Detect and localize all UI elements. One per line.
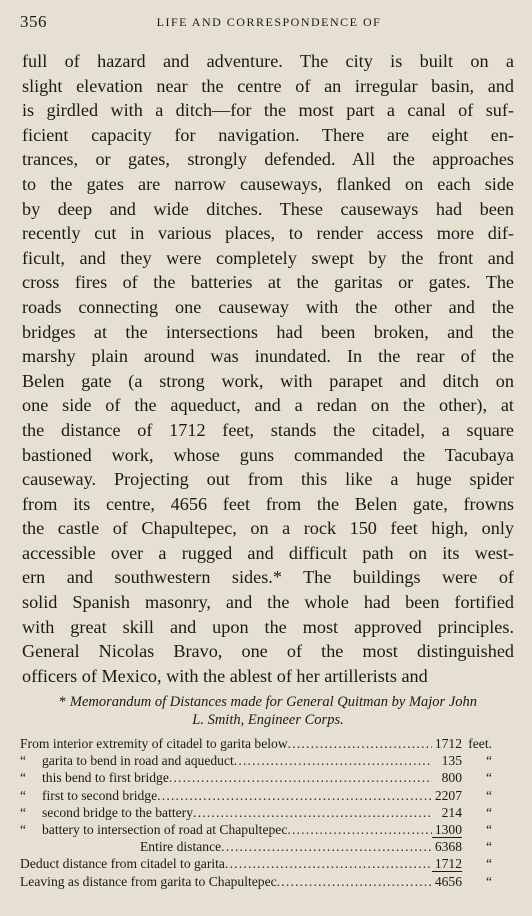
page-number: 356	[20, 12, 47, 31]
distance-description: From interior extremity of citadel to garita below	[20, 736, 288, 751]
distance-value: 4656	[434, 873, 462, 889]
distance-description: second bridge to the battery	[42, 804, 193, 820]
body-line: full of hazard and adventure. The city is built on a	[22, 51, 514, 71]
footnote-title-line1: Memorandum of Distances made for General Quitman by Major John	[69, 694, 478, 710]
body-line: Belen gate (a strong work, with parapet and ditch on	[22, 370, 514, 391]
body-line: from its centre, 4656 feet from the Belen gate, frowns	[22, 493, 514, 514]
distance-value: 800	[441, 770, 462, 786]
distance-value: 214	[441, 804, 462, 820]
distance-value: 135	[441, 753, 462, 769]
body-line: cross fires of the batteries at the garitas or gates. The	[22, 272, 514, 293]
body-line: the distance of 1712 feet, stands the citadel, a square	[22, 419, 514, 440]
distance-unit: “	[485, 753, 492, 769]
ditto-mark: “	[20, 787, 27, 803]
body-line: one side of the aqueduct, and a redan on the other), at	[22, 395, 514, 416]
body-line: ern and southwestern sides.* The buildings were of	[22, 567, 514, 588]
distance-table	[20, 735, 492, 890]
distance-row	[20, 752, 492, 769]
body-line: bridges at the intersections had been broken, and the	[22, 321, 514, 342]
ditto-mark: “	[20, 753, 27, 769]
distance-value: 2207	[434, 787, 462, 803]
body-line: roads connecting one causeway with the other and the	[22, 296, 514, 317]
distance-row	[20, 821, 492, 838]
distance-description: Leaving as distance from garita to Chapultepec	[20, 873, 277, 889]
distance-description: first to second bridge	[42, 787, 158, 803]
distance-unit: “	[485, 873, 492, 889]
body-line: to the gates are narrow causeways, flanked on each side	[22, 173, 514, 194]
footnote	[22, 693, 514, 729]
footnote-title-line2: L. Smith, Engineer Corps.	[192, 712, 344, 728]
distance-row	[20, 855, 492, 872]
distance-unit: “	[485, 770, 492, 786]
dot-leader	[157, 787, 432, 804]
distance-row	[20, 787, 492, 804]
dot-leader	[193, 804, 432, 821]
body-line: accessible over a rugged and difficult path on its west-	[22, 542, 514, 563]
footnote-title	[22, 693, 514, 729]
distance-unit: “	[485, 839, 492, 855]
distance-unit: “	[485, 856, 492, 872]
body-line: marshy plain around was inundated. In the rear of the	[22, 346, 514, 367]
distance-row	[20, 804, 492, 821]
body-line: causeway. Projecting out from this like a huge spider	[22, 469, 514, 490]
distance-row	[20, 838, 492, 855]
body-line: trances, or gates, strongly defended. All the approaches	[22, 149, 514, 170]
distance-description: this bend to first bridge	[42, 770, 169, 786]
body-paragraph	[22, 49, 514, 688]
body-line: officers of Mexico, with the ablest of her artillerists and	[22, 665, 428, 686]
body-line: the castle of Chapultepec, on a rock 150 feet high, only	[22, 518, 514, 539]
dot-leader	[225, 855, 432, 872]
distance-description: garita to bend in road and aqueduct	[42, 753, 234, 769]
body-line: General Nicolas Bravo, one of the most distinguished	[22, 641, 514, 662]
distance-value: 6368	[434, 839, 462, 855]
dot-leader	[287, 821, 432, 838]
page-header	[20, 12, 518, 36]
distance-unit: “	[485, 787, 492, 803]
body-line: is girdled with a ditch—for the most part a canal of suf-	[22, 100, 514, 121]
distance-row	[20, 735, 492, 752]
ditto-mark: “	[20, 770, 27, 786]
distance-value: 1300	[432, 822, 462, 838]
distance-unit: “	[485, 804, 492, 820]
ditto-mark: “	[20, 804, 27, 820]
distance-unit: feet.	[468, 736, 492, 751]
body-line: with great skill and upon the most approved principles.	[22, 616, 514, 637]
body-line: ficient capacity for navigation. There are eight en-	[22, 124, 514, 145]
body-line: slight elevation near the centre of an irregular basin, and	[22, 75, 514, 96]
distance-description: battery to intersection of road at Chapultepec	[42, 821, 288, 837]
body-line: by deep and wide ditches. These causeways had been	[22, 198, 514, 219]
distance-row	[20, 873, 492, 890]
body-line: solid Spanish masonry, and the whole had been fortified	[22, 592, 514, 613]
distance-row	[20, 769, 492, 786]
dot-leader	[288, 735, 432, 752]
ditto-mark: “	[20, 821, 27, 837]
body-line: ficult, and they were completely swept by the front and	[22, 247, 514, 268]
dot-leader	[169, 769, 432, 786]
distance-value: 1712	[434, 736, 462, 751]
dot-leader	[221, 838, 432, 855]
body-line: recently cut in various places, to render access more dif-	[22, 223, 514, 244]
distance-unit: “	[485, 821, 492, 837]
distance-description: Entire distance	[140, 839, 222, 855]
running-head: LIFE AND CORRESPONDENCE OF	[156, 15, 382, 29]
body-line: bastioned work, whose guns commanded the Tacubaya	[22, 444, 514, 465]
dot-leader	[234, 752, 432, 769]
footnote-marker: *	[58, 694, 67, 710]
dot-leader	[277, 873, 432, 890]
distance-value: 1712	[432, 856, 462, 872]
distance-description: Deduct distance from citadel to garita	[20, 856, 225, 872]
